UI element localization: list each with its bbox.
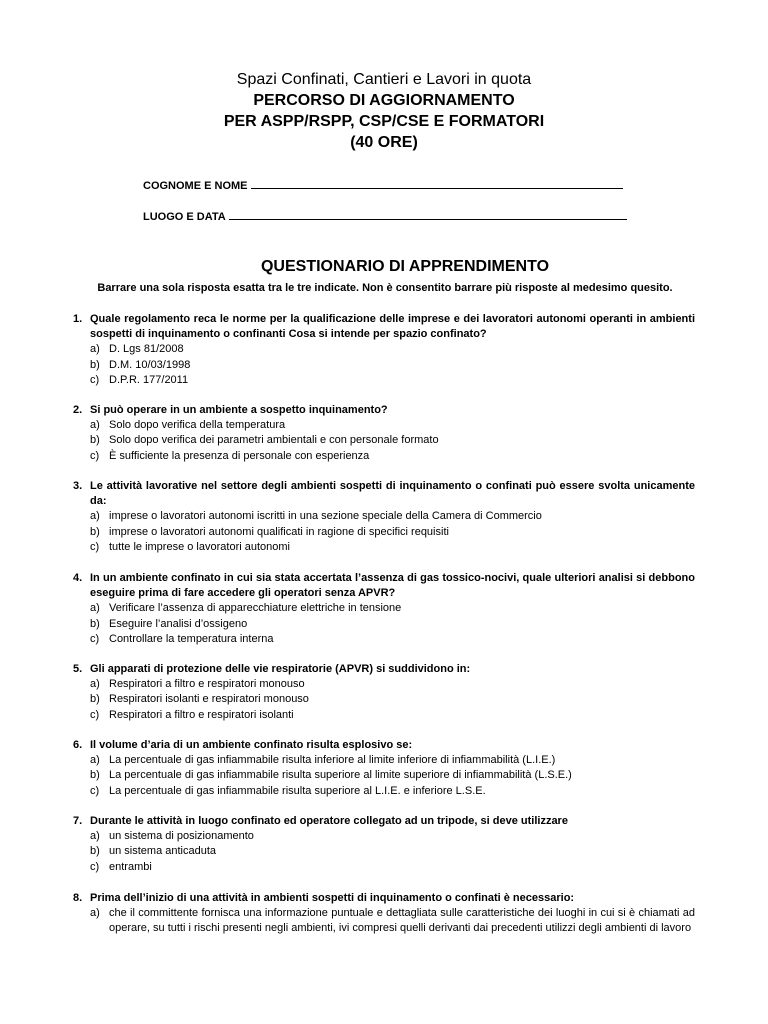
option-text: un sistema anticaduta xyxy=(109,845,217,858)
option-letter: c) xyxy=(90,449,100,462)
question-6 xyxy=(73,738,695,799)
option-b[interactable] xyxy=(90,768,695,783)
option-text: Respiratori a filtro e respiratori monouso xyxy=(109,678,305,691)
option-text: D.P.R. 177/2011 xyxy=(109,373,189,386)
document-title xyxy=(0,69,768,153)
question-number: 6. xyxy=(73,739,83,751)
option-text: Controllare la temperatura interna xyxy=(109,632,274,645)
option-c[interactable] xyxy=(90,632,695,647)
option-text: D.M. 10/03/1998 xyxy=(109,358,191,371)
option-letter: c) xyxy=(90,784,100,797)
option-letter: b) xyxy=(90,693,100,706)
option-c[interactable] xyxy=(90,860,695,875)
option-letter: a) xyxy=(90,678,100,691)
option-c[interactable] xyxy=(90,373,695,388)
place-date-field xyxy=(143,208,627,223)
option-text: entrambi xyxy=(109,860,152,873)
option-b[interactable] xyxy=(90,358,695,373)
question-number: 7. xyxy=(73,815,83,827)
option-letter: a) xyxy=(90,343,100,356)
option-text: La percentuale di gas infiammabile risulta superiore al L.I.E. e inferiore L.S.E. xyxy=(109,784,486,797)
option-text: La percentuale di gas infiammabile risulta superiore al limite superiore di infiammabilità (L.S.E.) xyxy=(109,769,572,782)
question-text: Quale regolamento reca le norme per la qualificazione delle imprese e dei lavoratori autonomi operanti in ambienti sospetti di inquinamento o confinanti Cosa si intende per spazio confinato? xyxy=(90,313,695,341)
question-text: Il volume d’aria di un ambiente confinato risulta esplosivo se: xyxy=(90,739,413,751)
option-c[interactable] xyxy=(90,540,695,555)
option-letter: a) xyxy=(90,907,100,920)
question-1 xyxy=(73,312,695,388)
question-2 xyxy=(73,403,695,464)
question-4 xyxy=(73,571,695,647)
question-number: 1. xyxy=(73,313,83,325)
option-text: un sistema di posizionamento xyxy=(109,830,254,843)
option-c[interactable] xyxy=(90,708,695,723)
question-text: Gli apparati di protezione delle vie respiratorie (APVR) si suddividono in: xyxy=(90,663,471,675)
title-line-4: (40 ORE) xyxy=(350,134,418,151)
option-text: Respiratori a filtro e respiratori isolanti xyxy=(109,708,294,721)
option-letter: b) xyxy=(90,525,100,538)
option-letter: b) xyxy=(90,769,100,782)
option-text: imprese o lavoratori autonomi iscritti in una sezione speciale della Camera di Commercio xyxy=(109,510,542,523)
option-text: Solo dopo verifica dei parametri ambientali e con personale formato xyxy=(109,434,439,447)
option-text: È sufficiente la presenza di personale con esperienza xyxy=(109,449,370,462)
option-letter: b) xyxy=(90,358,100,371)
option-a[interactable] xyxy=(90,906,695,936)
title-line-1: Spazi Confinati, Cantieri e Lavori in quota xyxy=(236,71,532,88)
option-letter: b) xyxy=(90,617,100,630)
question-number: 4. xyxy=(73,572,83,584)
option-letter: c) xyxy=(90,373,100,386)
option-a[interactable] xyxy=(90,509,695,524)
option-letter: a) xyxy=(90,830,100,843)
question-text: Si può operare in un ambiente a sospetto inquinamento? xyxy=(90,404,388,416)
question-7 xyxy=(73,814,695,875)
option-c[interactable] xyxy=(90,784,695,799)
title-line-2: PERCORSO DI AGGIORNAMENTO xyxy=(253,92,515,109)
question-5 xyxy=(73,662,695,723)
option-text: Eseguire l’analisi d’ossigeno xyxy=(109,617,248,630)
option-letter: b) xyxy=(90,434,100,447)
instructions: Barrare una sola risposta esatta tra le tre indicate. Non è consentito barrare più risposte al medesimo quesito. xyxy=(97,282,673,294)
name-write-line[interactable] xyxy=(251,177,623,189)
option-a[interactable] xyxy=(90,753,695,768)
option-text: che il committente fornisca una informazione puntuale e dettagliata sulle caratteristiche dei luoghi in cui si è chiamati ad operare, su tutti i rischi presenti negli ambienti, ivi compresi quelli derivanti dai precedenti utilizzi degli ambienti di lavoro xyxy=(109,907,695,935)
option-letter: c) xyxy=(90,708,100,721)
question-3 xyxy=(73,479,695,555)
option-text: Respiratori isolanti e respiratori monouso xyxy=(109,693,309,706)
option-b[interactable] xyxy=(90,617,695,632)
question-text: Prima dell’inizio di una attività in ambienti sospetti di inquinamento o confinati è necessario: xyxy=(90,892,575,904)
option-b[interactable] xyxy=(90,525,695,540)
option-letter: b) xyxy=(90,845,100,858)
option-letter: c) xyxy=(90,860,100,873)
question-8 xyxy=(73,891,695,937)
option-b[interactable] xyxy=(90,692,695,707)
option-c[interactable] xyxy=(90,449,695,464)
option-a[interactable] xyxy=(90,418,695,433)
questionnaire-title: QUESTIONARIO DI APPRENDIMENTO xyxy=(260,258,550,275)
question-number: 3. xyxy=(73,480,83,492)
option-a[interactable] xyxy=(90,677,695,692)
option-letter: a) xyxy=(90,510,100,523)
option-letter: c) xyxy=(90,632,100,645)
option-text: imprese o lavoratori autonomi qualificati in ragione di specifici requisiti xyxy=(109,525,449,538)
option-text: La percentuale di gas infiammabile risulta inferiore al limite inferiore di infiammabilità (L.I.E.) xyxy=(109,754,556,767)
option-a[interactable] xyxy=(90,601,695,616)
option-b[interactable] xyxy=(90,844,695,859)
question-number: 5. xyxy=(73,663,83,675)
question-text: Le attività lavorative nel settore degli ambienti sospetti di inquinamento o confinati può essere svolta unicamente da: xyxy=(90,480,695,508)
option-a[interactable] xyxy=(90,829,695,844)
place-date-label: LUOGO E DATA xyxy=(143,211,226,223)
option-letter: c) xyxy=(90,540,100,553)
question-number: 2. xyxy=(73,404,83,416)
question-text: Durante le attività in luogo confinato ed operatore collegato ad un tripode, si deve utilizzare xyxy=(90,815,568,827)
option-text: Verificare l’assenza di apparecchiature elettriche in tensione xyxy=(109,602,402,615)
title-line-3: PER ASPP/RSPP, CSP/CSE E FORMATORI xyxy=(223,113,545,130)
option-letter: a) xyxy=(90,419,100,432)
option-a[interactable] xyxy=(90,342,695,357)
name-label: COGNOME E NOME xyxy=(143,180,248,192)
option-text: D. Lgs 81/2008 xyxy=(109,343,184,356)
option-letter: a) xyxy=(90,754,100,767)
option-text: Solo dopo verifica della temperatura xyxy=(109,419,286,432)
question-text: In un ambiente confinato in cui sia stata accertata l’assenza di gas tossico-nocivi, quale ulteriori analisi si debbono eseguire prima di fare accedere gli operatori senza APVR? xyxy=(90,572,695,600)
option-letter: a) xyxy=(90,602,100,615)
option-text: tutte le imprese o lavoratori autonomi xyxy=(109,540,290,553)
name-field xyxy=(143,177,623,192)
place-date-write-line[interactable] xyxy=(229,208,627,220)
option-b[interactable] xyxy=(90,433,695,448)
question-number: 8. xyxy=(73,892,83,904)
